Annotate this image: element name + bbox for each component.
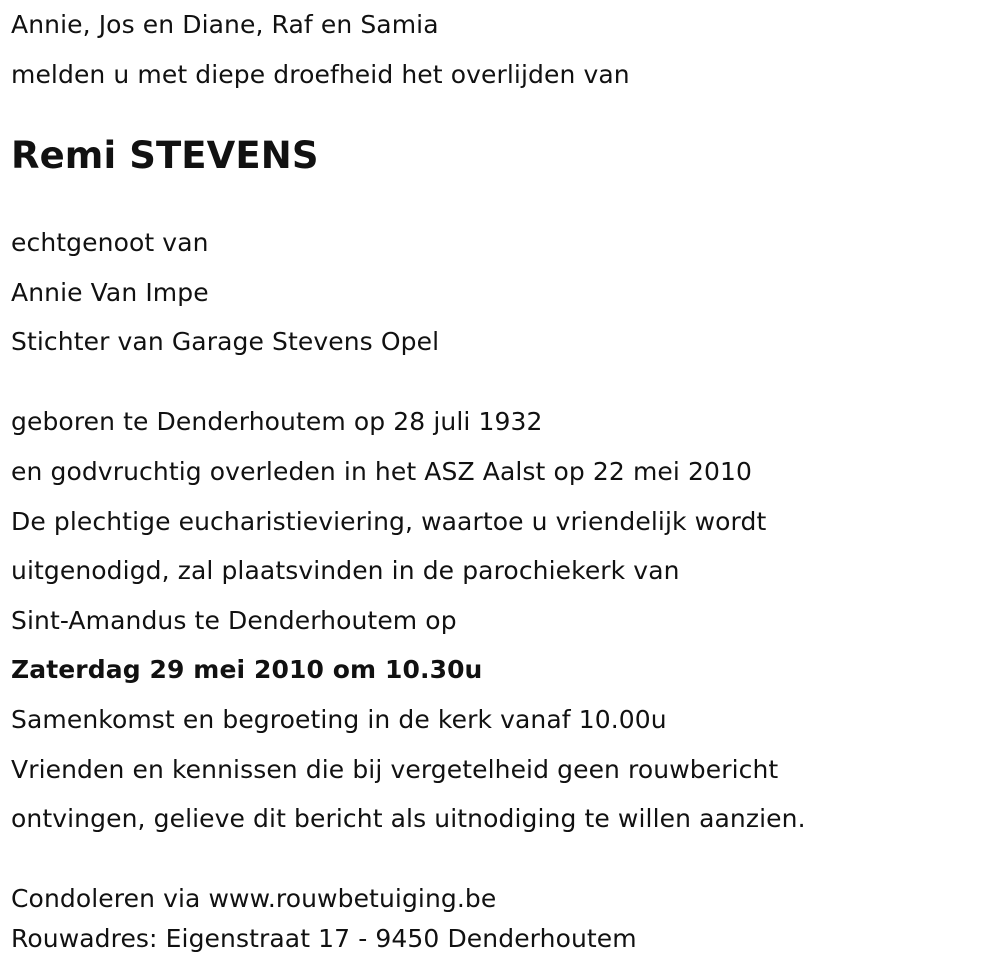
founder-text: Stichter van Garage Stevens Opel bbox=[11, 327, 440, 356]
ceremony-text-3: Sint-Amandus te Denderhoutem op bbox=[11, 606, 457, 635]
friends-text-2: ontvingen, gelieve dit bericht als uitnodiging te willen aanzien. bbox=[11, 804, 806, 833]
death-text: en godvruchtig overleden in het ASZ Aalst op 22 mei 2010 bbox=[11, 457, 753, 486]
spouse-label: echtgenoot van bbox=[11, 228, 209, 257]
announcement-text: melden u met diepe droefheid het overlijden van bbox=[11, 60, 630, 89]
deceased-name: Remi STEVENS bbox=[11, 134, 319, 177]
spouse-name: Annie Van Impe bbox=[11, 278, 209, 307]
family-names: Annie, Jos en Diane, Raf en Samia bbox=[11, 10, 439, 39]
mourning-address: Rouwadres: Eigenstraat 17 - 9450 Denderhoutem bbox=[11, 924, 637, 953]
ceremony-text-1: De plechtige eucharistieviering, waartoe u vriendelijk wordt bbox=[11, 507, 767, 536]
birth-text: geboren te Denderhoutem op 28 juli 1932 bbox=[11, 407, 543, 436]
gathering-text: Samenkomst en begroeting in de kerk vanaf 10.00u bbox=[11, 705, 667, 734]
ceremony-date: Zaterdag 29 mei 2010 om 10.30u bbox=[11, 655, 483, 684]
friends-text-1: Vrienden en kennissen die bij vergetelheid geen rouwbericht bbox=[11, 755, 779, 784]
condolence-text: Condoleren via www.rouwbetuiging.be bbox=[11, 884, 497, 913]
ceremony-text-2: uitgenodigd, zal plaatsvinden in de parochiekerk van bbox=[11, 556, 680, 585]
